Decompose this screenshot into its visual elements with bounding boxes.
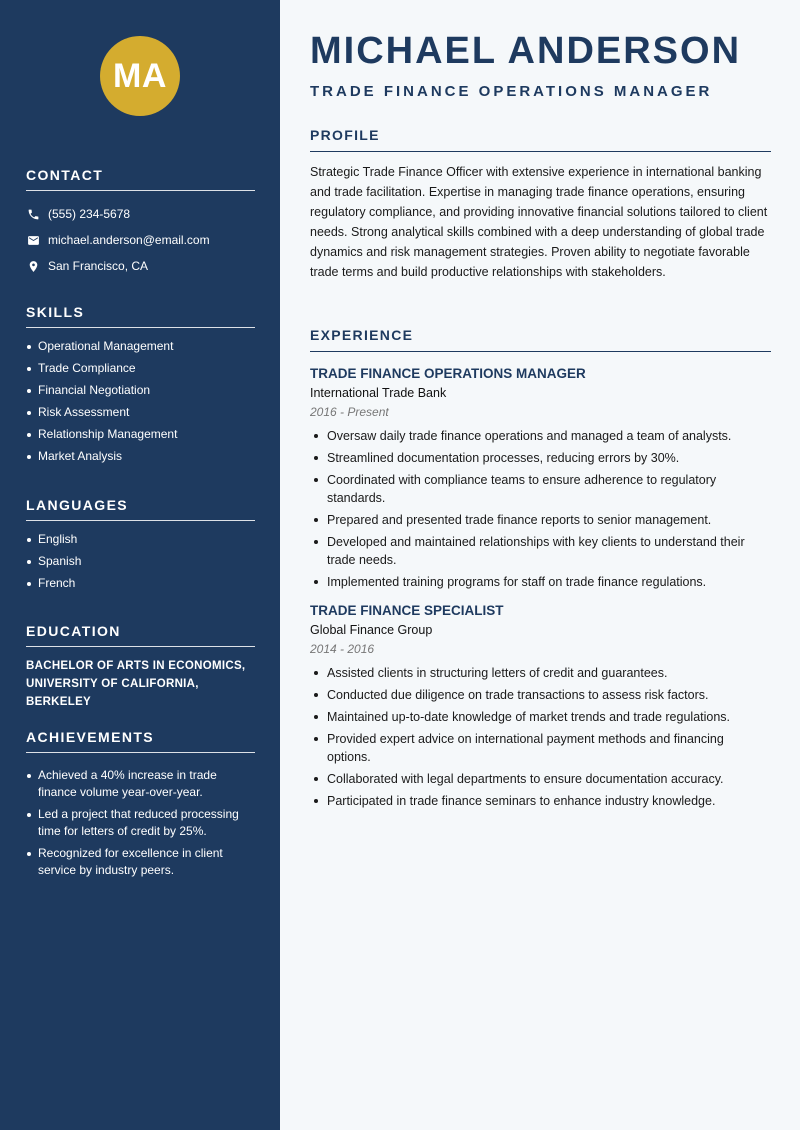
contact-email <box>26 227 255 253</box>
sidebar <box>0 0 280 1130</box>
achievements-section <box>26 729 255 884</box>
achievements-heading: ACHIEVEMENTS <box>26 729 255 753</box>
languages-list <box>26 531 255 592</box>
skill-item: Financial Negotiation <box>26 382 255 399</box>
achievement-item: Recognized for excellence in client service by industry peers. <box>26 845 255 879</box>
skill-item: Operational Management <box>26 338 255 355</box>
languages-section <box>26 497 255 597</box>
languages-heading: LANGUAGES <box>26 497 255 521</box>
email-icon <box>26 233 40 247</box>
education-school: UNIVERSITY OF CALIFORNIA, BERKELEY <box>26 678 199 708</box>
skill-item: Market Analysis <box>26 448 255 465</box>
job-company: Global Finance Group <box>310 623 433 637</box>
education-section <box>26 623 255 711</box>
contact-location <box>26 253 255 279</box>
language-item: French <box>26 575 255 592</box>
language-item: English <box>26 531 255 548</box>
location-text: San Francisco, CA <box>48 259 149 273</box>
experience-heading: EXPERIENCE <box>310 327 771 352</box>
contact-phone <box>26 201 255 227</box>
contact-section <box>26 167 255 279</box>
job-bullet: Assisted clients in structuring letters of credit and guarantees. <box>310 664 771 682</box>
email-text: michael.anderson@email.com <box>48 233 210 247</box>
job-title: TRADE FINANCE OPERATIONS MANAGER <box>310 366 586 381</box>
job-bullet: Participated in trade finance seminars to enhance industry knowledge. <box>310 792 771 810</box>
skill-item: Trade Compliance <box>26 360 255 377</box>
education-degree: BACHELOR OF ARTS IN ECONOMICS, <box>26 660 246 672</box>
job-bullet: Prepared and presented trade finance reports to senior management. <box>310 511 771 529</box>
education-heading: EDUCATION <box>26 623 255 647</box>
skills-list <box>26 338 255 465</box>
job-entry <box>310 366 771 591</box>
skill-item: Relationship Management <box>26 426 255 443</box>
achievement-item: Achieved a 40% increase in trade finance volume year-over-year. <box>26 767 255 801</box>
job-bullets <box>310 427 771 591</box>
phone-icon <box>26 207 40 221</box>
location-pin-icon <box>26 259 40 273</box>
job-bullet: Coordinated with compliance teams to ensure adherence to regulatory standards. <box>310 471 771 507</box>
skills-heading: SKILLS <box>26 304 255 328</box>
contact-heading: CONTACT <box>26 167 255 191</box>
achievements-list <box>26 767 255 879</box>
achievement-item: Led a project that reduced processing time for letters of credit by 25%. <box>26 806 255 840</box>
job-bullet: Developed and maintained relationships with key clients to understand their trade needs. <box>310 533 771 569</box>
phone-text: (555) 234-5678 <box>48 207 131 221</box>
job-bullet: Maintained up-to-date knowledge of market trends and trade regulations. <box>310 708 771 726</box>
job-dates: 2016 - Present <box>310 405 389 419</box>
job-bullet: Streamlined documentation processes, reducing errors by 30%. <box>310 449 771 467</box>
profile-section <box>310 127 771 282</box>
job-bullet: Oversaw daily trade finance operations and managed a team of analysts. <box>310 427 771 445</box>
main-content <box>280 0 800 1130</box>
job-title: TRADE FINANCE SPECIALIST <box>310 603 504 618</box>
candidate-title: TRADE FINANCE OPERATIONS MANAGER <box>310 83 713 100</box>
job-bullet: Collaborated with legal departments to ensure documentation accuracy. <box>310 770 771 788</box>
job-bullet: Provided expert advice on international payment methods and financing options. <box>310 730 771 766</box>
skill-item: Risk Assessment <box>26 404 255 421</box>
avatar: MA <box>100 36 180 116</box>
job-bullet: Conducted due diligence on trade transactions to assess risk factors. <box>310 686 771 704</box>
job-bullet: Implemented training programs for staff on trade finance regulations. <box>310 573 771 591</box>
job-dates: 2014 - 2016 <box>310 642 375 656</box>
skills-section <box>26 304 255 470</box>
profile-text: Strategic Trade Finance Officer with extensive experience in international banking and trade facilitation. Expertise in managing trade finance operations, ensuring regulatory compliance, and providing innovative financial solutions tailored to client needs. Strong analytical skills combined with a deep understanding of global trade dynamics and risk management strategies. Proven ability to negotiate favorable trade terms and build productive relationships with stakeholders. <box>310 165 768 279</box>
job-company: International Trade Bank <box>310 386 447 400</box>
experience-section <box>310 327 771 814</box>
language-item: Spanish <box>26 553 255 570</box>
job-bullets <box>310 664 771 810</box>
candidate-name: MICHAEL ANDERSON <box>310 30 742 72</box>
job-entry <box>310 603 771 810</box>
profile-heading: PROFILE <box>310 127 771 152</box>
